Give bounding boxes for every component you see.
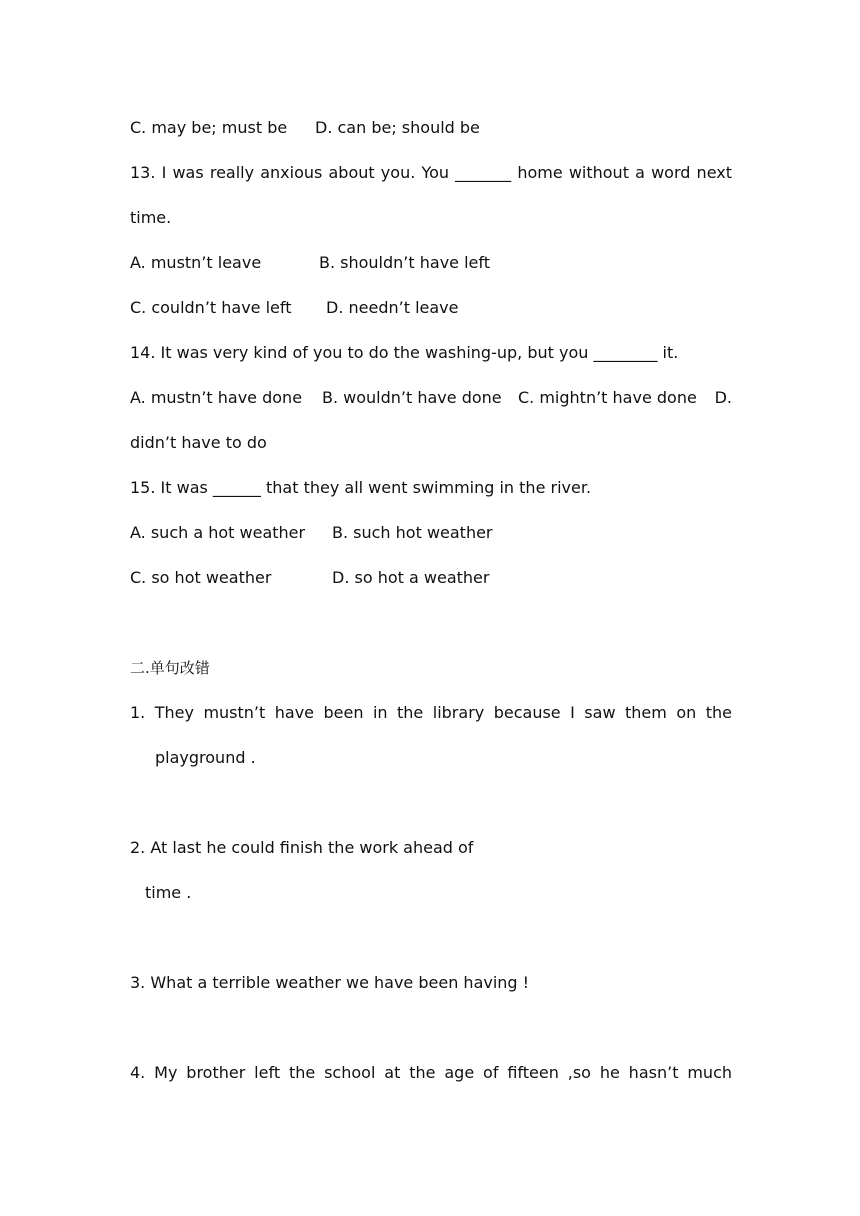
q12-options-cd	[130, 118, 480, 138]
q15-option-a: A. such a hot weather	[130, 523, 306, 542]
q13-stem-line1: 13. I was really anxious about you. You _______ home without a word next	[130, 163, 732, 182]
q12-option-c: C. may be; must be	[130, 118, 288, 137]
correction-item-2-line1: 2. At last he could finish the work ahead of	[130, 838, 474, 857]
q13-options-ab	[130, 253, 490, 273]
q13-option-a: A. mustn’t leave	[130, 253, 262, 272]
q13-option-d: D. needn’t leave	[326, 298, 459, 317]
q12-option-d: D. can be; should be	[315, 118, 480, 137]
q14-option-b: B. wouldn’t have done	[322, 388, 502, 407]
q13-stem-line2: time.	[130, 208, 172, 227]
correction-item-1-line1: 1. They mustn’t have been in the library because I saw them on the	[130, 703, 732, 722]
q15-options-cd	[130, 568, 490, 588]
q13-options-cd	[130, 298, 459, 318]
q15-option-b: B. such hot weather	[332, 523, 493, 542]
q14-option-a: A. mustn’t have done	[130, 388, 303, 407]
q14-stem: 14. It was very kind of you to do the washing-up, but you ________ it.	[130, 343, 679, 362]
q15-stem: 15. It was ______ that they all went swimming in the river.	[130, 478, 592, 497]
correction-item-2-line2: time .	[145, 883, 192, 902]
q15-option-d: D. so hot a weather	[332, 568, 490, 587]
correction-item-3: 3. What a terrible weather we have been having !	[130, 973, 530, 992]
correction-item-1-line2: playground .	[155, 748, 256, 767]
q14-option-d-rest: didn’t have to do	[130, 433, 267, 452]
q13-option-c: C. couldn’t have left	[130, 298, 292, 317]
q14-options	[130, 388, 732, 408]
q15-option-c: C. so hot weather	[130, 568, 272, 587]
correction-item-4-line1: 4. My brother left the school at the age of fifteen ,so he hasn’t much	[130, 1063, 732, 1082]
q15-options-ab	[130, 523, 493, 543]
section2-heading: 二.单句改错	[130, 659, 210, 677]
q13-option-b: B. shouldn’t have left	[319, 253, 490, 272]
q14-option-c: C. mightn’t have done	[518, 388, 697, 407]
q14-option-d-prefix: D.	[714, 388, 732, 407]
